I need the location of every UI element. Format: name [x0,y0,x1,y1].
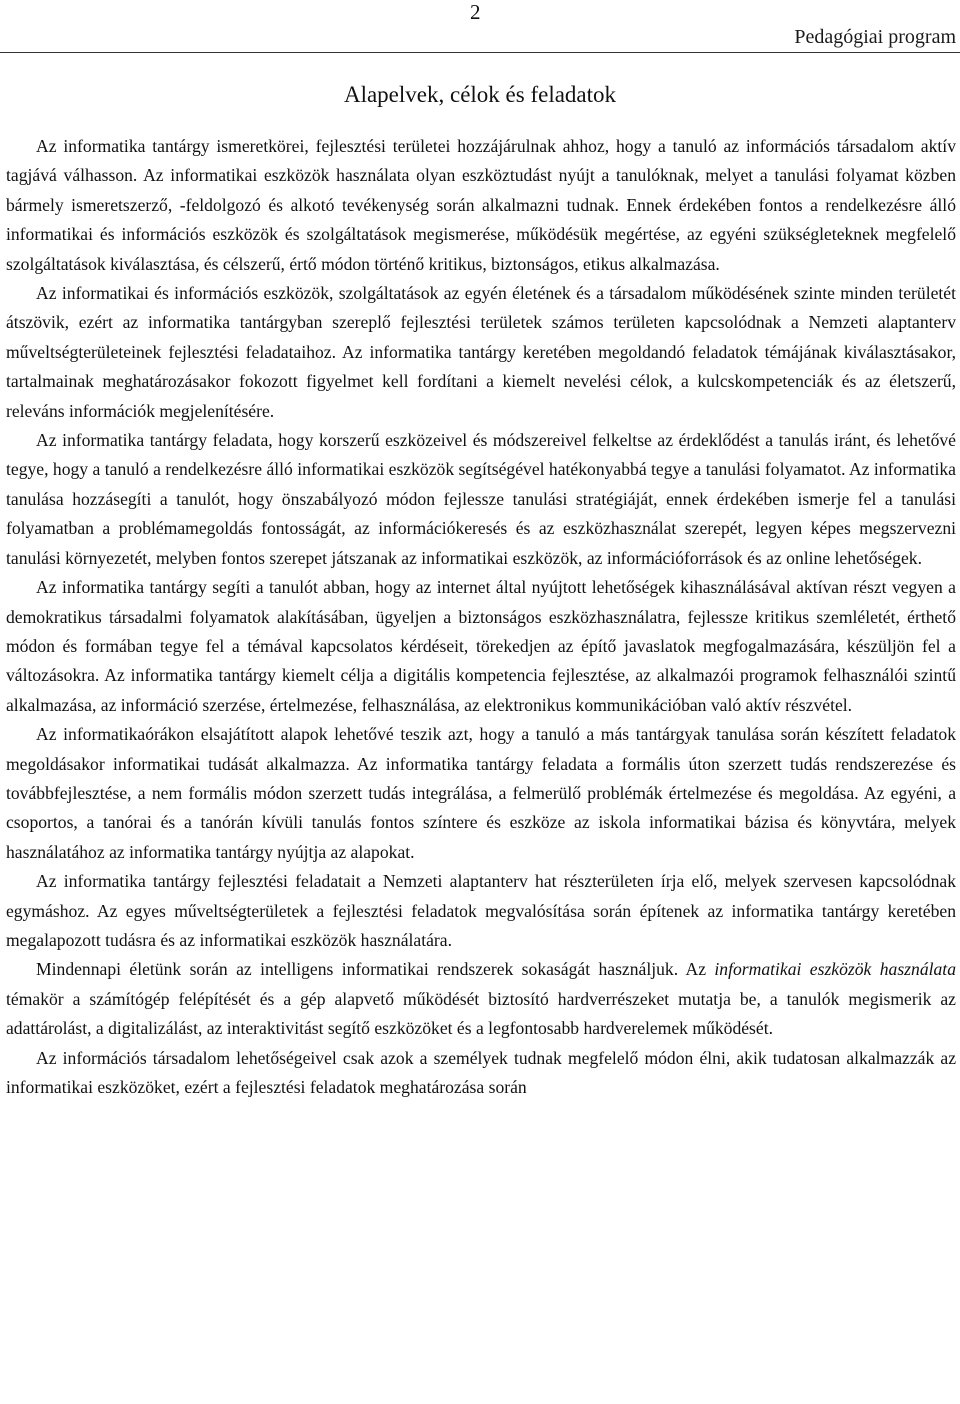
paragraph-text-before: Mindennapi életünk során az intelligens informatikai rendszerek sokaságát használjuk. Az [36,959,715,980]
paragraph: Az informatika tantárgy segíti a tanulót abban, hogy az internet által nyújtott lehetőségek kihasználásával aktívan részt vegyen a demokratikus társadalmi folyamatok alakításában, ügyeljen a biztonságos eszközhasználatra, fejlessze kritikus szemléletét, érthető módon és formában tegye fel a témával kapcsolatos kérdéseit, törekedjen az építő javaslatok megfogalmazására, készüljön fel a változásokra. Az informatika tantárgy kiemelt célja a digitális kompetencia fejlesztése, az alkalmazói programok felhasználói szintű alkalmazása, az információ szerzése, értelmezése, felhasználása, az elektronikus kommunikációban való aktív részvétel. [6,577,956,715]
section-title-text: Alapelvek, célok és feladatok [343,82,617,107]
page-number: 2 [470,0,481,24]
paragraph: Az információs társadalom lehetőségeivel csak azok a személyek tudnak megfelelő módon élni, akik tudatosan alkalmazzák az informatikai eszközöket, ezért a fejlesztési feladatok meghatározása során [6,1047,956,1097]
paragraph: Az informatika tantárgy fejlesztési feladatait a Nemzeti alaptanterv hat részterületen írja elő, melyek szervesen kapcsolódnak egymáshoz. Az egyes műveltségterületek a fejlesztési feladatok megvalósítása során építenek az informatika tantárgy keretében megalapozott tudásra és az informatikai eszközök használatára. [6,871,956,950]
paragraph: Az informatikaórákon elsajátított alapok lehetővé teszik azt, hogy a tanuló a más tantárgyak tanulása során készített feladatok megoldásakor informatikai tudását alkalmazza. Az informatika tantárgy feladata a formális úton szerzett tudás rendszerezése és továbbfejlesztése, a nem formális módon szerzett tudás integrálása, a felmerülő problémák értelmezése és megoldása. Az egyéni, a csoportos, a tanórai és a tanórán kívüli tanulás fontos színtere és eszköze az iskola informatikai bázisa és könyvtára, melyek használatához az informatika tantárgy nyújtja az alapokat. [6,724,956,862]
header-rule [0,52,960,53]
section-title [0,80,960,110]
paragraph: Az informatika tantárgy ismeretkörei, fejlesztési területei hozzájárulnak ahhoz, hogy a tanuló az információs társadalom aktív tagjává válhasson. Az informatikai eszközök használata olyan eszköztudást nyújt a tanulóknak, melyet a tanulási folyamat közben bármely ismeretszerző, -feldolgozó és alkotó tevékenység során alkalmazni tudnak. Ennek érdekében fontos a rendelkezésre álló informatikai és információs eszközök és szolgáltatások megismerése, működésük megértése, az egyéni szükségleteknek megfelelő szolgáltatások kiválasztása, és célszerű, értő módon történő kritikus, biztonságos, etikus alkalmazása. [6,136,956,274]
paragraph: Az informatikai és információs eszközök, szolgáltatások az egyén életének és a társadalom működésének szinte minden területét átszövik, ezért az informatika tantárgyban szereplő fejlesztési területek számos területen kapcsolódnak a Nemzeti alaptanterv műveltségterületeinek fejlesztési feladataihoz. Az informatika tantárgy keretében megoldandó feladatok témájának kiválasztásakor, tartalmainak meghatározásakor fokozott figyelmet kell fordítani a kiemelt nevelési célok, a kulcskompetenciák és az életszerű, releváns információk megjelenítésére. [6,283,956,421]
running-title: Pedagógiai program [794,26,956,48]
body-text [6,132,956,1102]
topic-name-italic: informatikai eszközök használata [714,959,956,980]
paragraph-text-after: témakör a számítógép felépítését és a gép alapvető működését biztosító hardverrészeket mutatja be, a tanulók megismerik az adattárolást, a digitalizálást, az interaktivitást segítő eszközöket és a legfontosabb hardverelemek működését. [6,988,956,1039]
paragraph-mixed [6,955,956,1043]
paragraph: Az informatika tantárgy feladata, hogy korszerű eszközeivel és módszereivel felkeltse az érdeklődést a tanulás iránt, és lehetővé tegye, hogy a tanuló a rendelkezésre álló informatikai eszközök segítségével hatékonyabbá tegye a tanulási folyamatot. Az informatika tanulása hozzásegíti a tanulót, hogy önszabályozó módon fejlessze tanulási stratégiáját, ennek érdekében ismerje fel a tanulási folyamatban a problémamegoldás fontosságát, az információkeresés és az eszközhasználat szerepét, legyen képes megszervezni tanulási környezetét, melyben fontos szerepet játszanak az informatikai eszközök, az információforrások és az online lehetőségek. [6,430,956,568]
